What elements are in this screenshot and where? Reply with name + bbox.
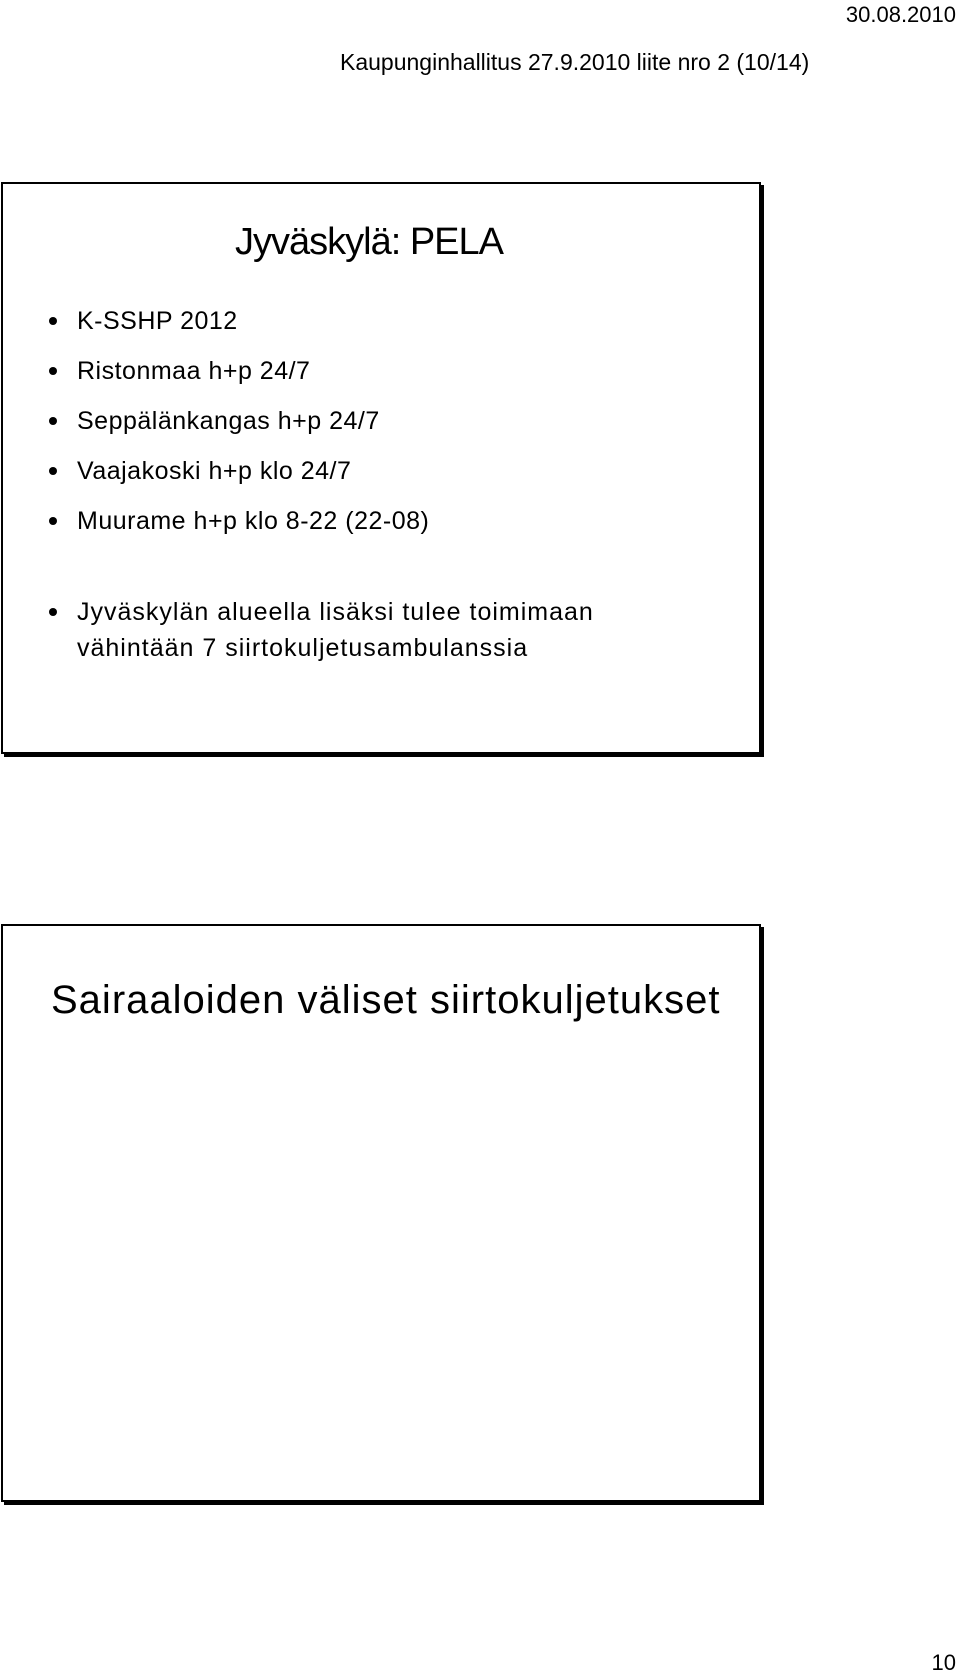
bullet-text: Seppälänkangas h+p 24/7 xyxy=(77,407,380,435)
bullet-text: Ristonmaa h+p 24/7 xyxy=(77,357,311,385)
bullet-icon xyxy=(49,608,57,616)
list-item xyxy=(49,296,429,346)
bullet-list xyxy=(49,296,429,546)
list-item xyxy=(49,496,429,546)
list-item xyxy=(49,346,429,396)
bullet-text: Vaajakoski h+p klo 24/7 xyxy=(77,457,352,485)
slide-hospital-transfers xyxy=(1,924,761,1502)
bullet-text: K-SSHP 2012 xyxy=(77,307,238,335)
bullet-icon xyxy=(49,317,57,325)
bullet-icon xyxy=(49,367,57,375)
document-reference: Kaupunginhallitus 27.9.2010 liite nro 2 (10/14) xyxy=(340,49,810,75)
slide-title: Jyväskylä: PELA xyxy=(235,221,503,263)
bullet-icon xyxy=(49,517,57,525)
bullet-icon xyxy=(49,467,57,475)
list-item xyxy=(49,446,429,496)
bullet-ambulance-note xyxy=(49,594,594,666)
document-date: 30.08.2010 xyxy=(845,2,956,27)
bullet-icon xyxy=(49,417,57,425)
list-item xyxy=(49,396,429,446)
note-line-1: Jyväskylän alueella lisäksi tulee toimimaan xyxy=(77,598,594,626)
note-line-2: vähintään 7 siirtokuljetusambulanssia xyxy=(77,634,529,662)
page-number: 10 xyxy=(931,1650,956,1675)
bullet-text: Muurame h+p klo 8-22 (22-08) xyxy=(77,507,430,535)
slide-title: Sairaaloiden väliset siirtokuljetukset xyxy=(51,978,721,1022)
slide-jyvaskyla-pela xyxy=(1,182,761,754)
